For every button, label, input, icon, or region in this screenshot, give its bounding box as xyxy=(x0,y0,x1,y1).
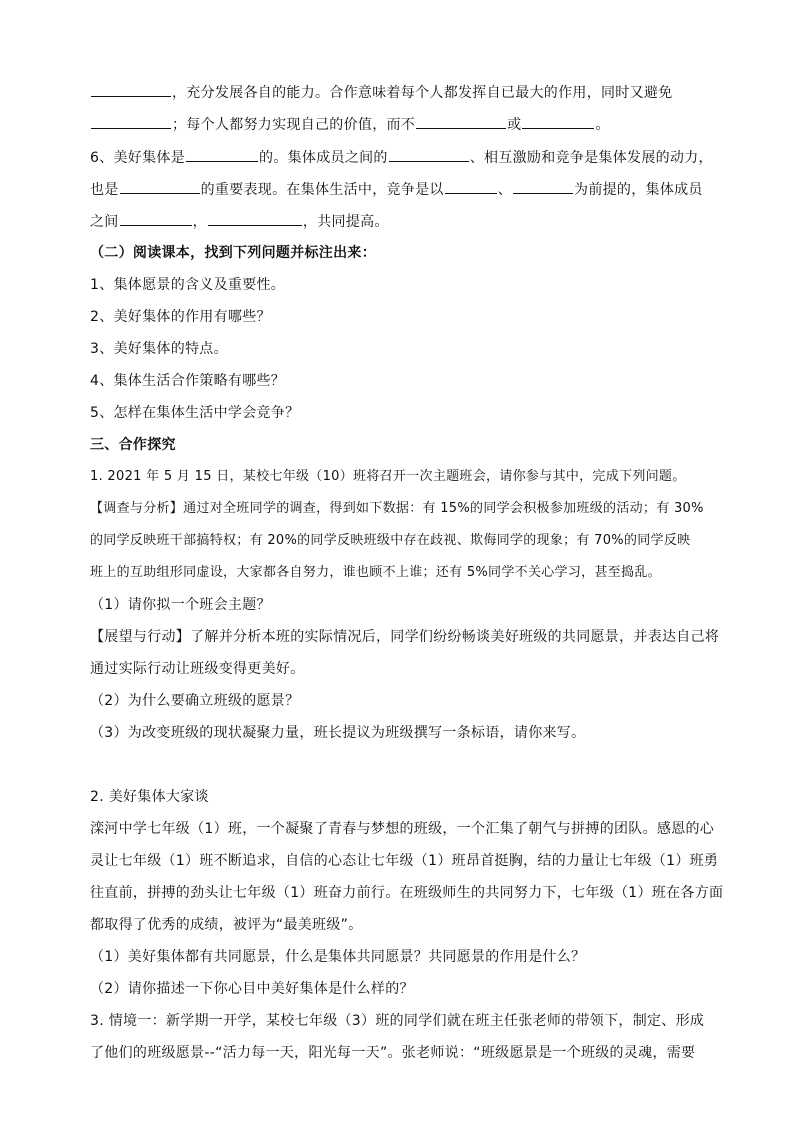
text-line xyxy=(90,82,714,103)
question-item: 3、美好集体的特点。 xyxy=(90,341,228,357)
question-item: （2）请你描述一下你心目中美好集体是什么样的？ xyxy=(90,981,414,997)
fill-blank[interactable] xyxy=(445,179,497,194)
question-item: （2）为什么要确立班级的愿景？ xyxy=(90,693,300,709)
paragraph-line: 滦河中学七年级（1）班，一个凝聚了青春与梦想的班级，一个汇集了朝气与拼搏的团队。感恩的心 xyxy=(90,821,715,837)
fill-blank[interactable] xyxy=(120,179,200,194)
text-segment: ， xyxy=(192,214,207,230)
text-segment: 。 xyxy=(595,117,610,133)
question-item: 2、美好集体的作用有哪些？ xyxy=(90,309,271,325)
text-segment: 为前提的，集体成员 xyxy=(574,182,703,198)
text-segment: 、 xyxy=(497,182,513,198)
text-segment: ；每个人都努力实现自己的价值，而不 xyxy=(172,117,416,133)
fill-blank[interactable] xyxy=(389,147,469,162)
paragraph-line: 通过实际行动让班级变得更美好。 xyxy=(90,661,305,677)
fill-blank[interactable] xyxy=(522,114,594,129)
section-heading: 三、合作探究 xyxy=(90,437,176,453)
text-segment: ，共同提高。 xyxy=(302,214,389,230)
paragraph-line: 了他们的班级愿景--“活力每一天，阳光每一天”。张老师说：“班级愿景是一个班级的灵魂，需要 xyxy=(90,1045,696,1061)
text-segment: 的。集体成员之间的 xyxy=(259,150,388,166)
paragraph-line: 【调查与分析】通过对全班同学的调查，得到如下数据：有 15%的同学会积极参加班级的活动；有 30% xyxy=(90,501,704,516)
fill-blank[interactable] xyxy=(186,147,258,162)
question-item: （1）请你拟一个班会主题？ xyxy=(90,597,271,613)
question-item: 5、怎样在集体生活中学会竞争？ xyxy=(90,405,300,421)
section-heading: （二）阅读课本，找到下列问题并标注出来： xyxy=(90,245,376,261)
paragraph-line: 【展望与行动】了解并分析本班的实际情况后，同学们纷纷畅谈美好班级的共同愿景，并表达自己将 xyxy=(90,629,720,645)
question-item: 1、集体愿景的含义及重要性。 xyxy=(90,277,286,293)
text-line xyxy=(90,114,714,135)
paragraph-line: 灵让七年级（1）班不断追求，自信的心态让七年级（1）班昂首挺胸，结的力量让七年级（1）班勇 xyxy=(90,853,719,869)
paragraph-line: 班上的互助组形同虚设，大家都各自努力，谁也顾不上谁；还有 5%同学不关心学习，甚至捣乱。 xyxy=(90,565,661,580)
question-item: 4、集体生活合作策略有哪些？ xyxy=(90,373,286,389)
question-item: 3. 情境一：新学期一开学，某校七年级（3）班的同学们就在班主任张老师的带领下，制定、形成 xyxy=(90,1013,705,1029)
fill-blank[interactable] xyxy=(208,211,302,226)
question-item: （1）美好集体都有共同愿景，什么是集体共同愿景？共同愿景的作用是什么？ xyxy=(90,949,586,965)
paragraph-line: 往直前，拼搏的劲头让七年级（1）班奋力前行。在班级师生的共同努力下，七年级（1）班在各方面 xyxy=(90,885,724,901)
paragraph-line: 都取得了优秀的成绩，被评为“最美班级”。 xyxy=(90,917,363,933)
text-segment: 之间 xyxy=(90,214,119,230)
question-item: （3）为改变班级的现状凝聚力量，班长提议为班级撰写一条标语，请你来写。 xyxy=(90,725,586,741)
fill-blank[interactable] xyxy=(91,114,171,129)
text-segment: 6、美好集体是 xyxy=(90,150,186,166)
text-line xyxy=(90,211,714,232)
text-line xyxy=(90,147,714,168)
text-segment: 也是 xyxy=(90,182,119,198)
fill-blank[interactable] xyxy=(120,211,192,226)
question-item: 2. 美好集体大家谈 xyxy=(90,789,209,805)
text-segment: 或 xyxy=(507,117,522,133)
text-segment: 的重要表现。在集体生活中，竞争是以 xyxy=(200,182,444,198)
fill-blank[interactable] xyxy=(91,82,171,97)
paragraph-line: 的同学反映班干部搞特权；有 20%的同学反映班级中存在歧视、欺侮同学的现象；有 70%的同学反映 xyxy=(90,533,691,548)
fill-blank[interactable] xyxy=(513,179,573,194)
text-segment: 、相互激励和竞争是集体发展的动力， xyxy=(469,150,713,166)
text-line xyxy=(90,179,714,200)
question-item: 1. 2021 年 5 月 15 日，某校七年级（10）班将召开一次主题班会，请你参与其中，完成下列问题。 xyxy=(90,469,686,484)
text-segment: ，充分发展各自的能力。合作意味着每个人都发挥自已最大的作用，同时又避免 xyxy=(172,85,673,101)
fill-blank[interactable] xyxy=(416,114,506,129)
